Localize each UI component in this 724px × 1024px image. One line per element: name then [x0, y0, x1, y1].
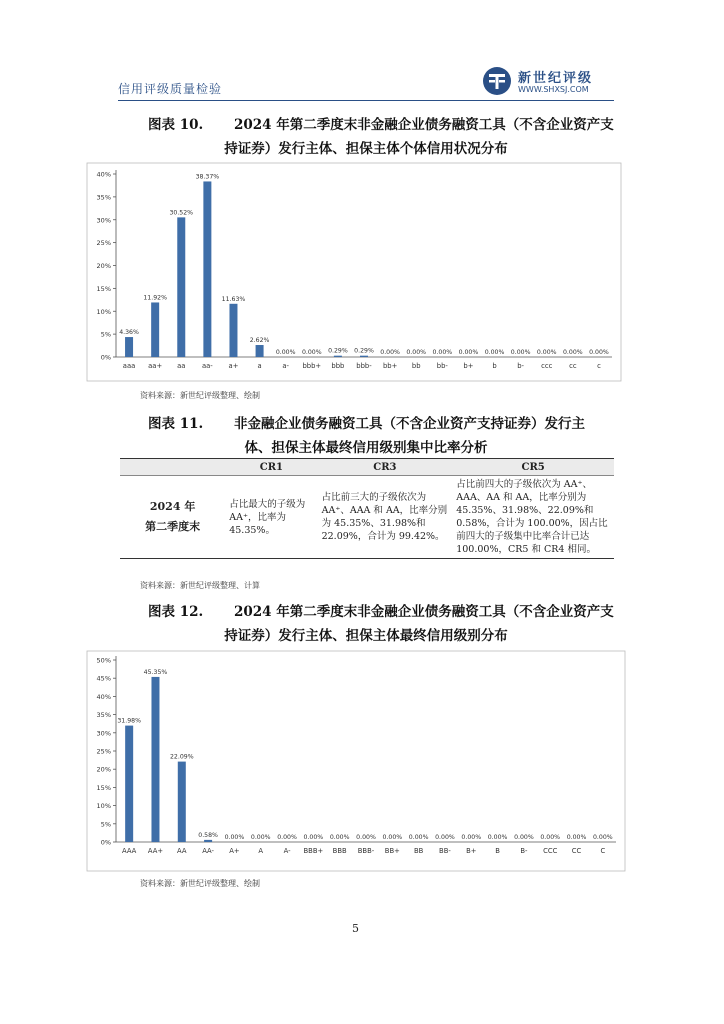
data-label: 0.00%	[536, 349, 557, 356]
data-label: 0.00%	[408, 834, 429, 841]
table-header-row	[120, 459, 614, 476]
logo-url: WWW.SHXSJ.COM	[518, 85, 589, 94]
data-label: 0.00%	[380, 349, 400, 356]
x-tick-label: bb+	[382, 362, 398, 370]
table-header-cr1: CR1	[225, 459, 317, 476]
figure10-source: 资料来源：新世纪评级整理、绘制	[140, 391, 260, 400]
y-tick-label: 5%	[100, 820, 111, 829]
figure10-title-line1: 2024 年第二季度末非金融企业债务融资工具（不含企业资产支	[234, 117, 614, 133]
data-label: 0.00%	[277, 834, 297, 841]
cell-cr5: 占比前四大的子级依次为 AA⁺、AAA、AA 和 AA，比率分别为 45.35%、31.98%、22.09%和 0.58%，合计为 100.00%，因占比前四大的子级集中比率合计已达 100.00%，CR5 和 CR4 相同。	[452, 476, 614, 559]
x-tick-label: aa-	[201, 362, 213, 370]
bar	[125, 726, 133, 842]
y-tick-label: 35%	[96, 193, 111, 202]
table11-title-line1: 非金融企业债务融资工具（不含企业资产支持证券）发行主	[234, 416, 585, 432]
x-tick-label: CC	[571, 847, 582, 855]
x-tick-label: B+	[466, 847, 477, 855]
x-tick-label: aa+	[148, 362, 163, 370]
y-tick-label: 30%	[96, 216, 111, 225]
x-tick-label: A-	[283, 847, 291, 855]
x-tick-label: BBB-	[357, 847, 375, 855]
data-label: 0.00%	[301, 349, 322, 356]
bar	[360, 356, 368, 357]
data-label: 0.00%	[563, 349, 583, 356]
table-header-cr5: CR5	[452, 459, 614, 476]
data-label: 31.98%	[117, 717, 141, 725]
figure10-number: 图表 10.	[148, 117, 204, 133]
bar	[203, 181, 211, 357]
table11-title-line2: 体、担保主体最终信用级别集中比率分析	[244, 440, 488, 456]
y-tick-label: 45%	[96, 674, 111, 683]
x-tick-label: a-	[282, 362, 289, 370]
x-tick-label: A	[258, 847, 264, 855]
figure10-caption	[118, 113, 614, 161]
x-tick-label: bb-	[436, 362, 448, 370]
figure12-title-line1: 2024 年第二季度末非金融企业债务融资工具（不含企业资产支	[234, 604, 614, 620]
company-logo	[482, 66, 622, 100]
bar	[125, 337, 133, 357]
bar	[151, 302, 159, 357]
x-tick-label: c	[597, 362, 601, 370]
data-label: 0.00%	[458, 349, 479, 356]
data-label: 0.00%	[432, 349, 453, 356]
y-tick-label: 15%	[96, 284, 111, 293]
data-label: 0.00%	[540, 834, 561, 841]
x-tick-label: aa	[177, 362, 186, 370]
x-tick-label: aaa	[122, 362, 136, 370]
bar	[256, 345, 264, 357]
x-tick-label: BB-	[439, 847, 451, 855]
table11-caption	[118, 412, 614, 460]
figure12-chart	[86, 650, 626, 872]
x-tick-label: BB	[413, 847, 424, 855]
data-label: 11.92%	[143, 294, 167, 302]
y-tick-label: 0%	[100, 838, 111, 847]
data-label: 0.00%	[382, 834, 403, 841]
data-label: 45.35%	[143, 668, 168, 676]
row-label-quarter: 第二季度末	[145, 520, 201, 533]
figure10-chart	[86, 162, 622, 382]
data-label: 0.29%	[354, 347, 374, 355]
logo-text: 新世纪评级	[518, 71, 594, 86]
table-row	[120, 476, 614, 559]
bar	[178, 762, 186, 842]
table-header-cr3: CR3	[318, 459, 453, 476]
x-tick-label: AAA	[121, 847, 137, 855]
x-tick-label: B-	[520, 847, 528, 855]
x-tick-label: CCC	[543, 847, 558, 855]
x-tick-label: b	[492, 362, 497, 370]
data-label: 0.00%	[406, 349, 427, 356]
x-tick-label: B	[495, 847, 500, 855]
table11-number: 图表 11.	[148, 416, 204, 432]
bar	[151, 677, 159, 842]
x-tick-label: bb	[411, 362, 421, 370]
data-label: 11.63%	[221, 295, 246, 303]
data-label: 0.00%	[593, 834, 613, 841]
table11-source: 资料来源：新世纪评级整理、计算	[140, 581, 260, 590]
data-label: 0.00%	[275, 349, 296, 356]
data-label: 0.00%	[566, 834, 587, 841]
x-tick-label: BB+	[384, 847, 400, 855]
bar	[204, 840, 212, 842]
y-tick-label: 0%	[100, 353, 111, 362]
y-tick-label: 15%	[96, 783, 111, 792]
table-header-empty	[120, 459, 225, 476]
x-tick-label: BBB	[332, 847, 347, 855]
y-tick-label: 25%	[96, 747, 111, 756]
data-label: 0.00%	[329, 834, 350, 841]
x-tick-label: a	[257, 362, 262, 370]
figure12-number: 图表 12.	[148, 604, 204, 620]
y-tick-label: 40%	[96, 170, 111, 179]
data-label: 0.29%	[328, 347, 348, 355]
data-label: 0.00%	[356, 834, 376, 841]
logo-icon	[482, 66, 512, 96]
y-tick-label: 10%	[96, 802, 111, 811]
x-tick-label: a+	[228, 362, 239, 370]
x-tick-label: A+	[229, 847, 240, 855]
x-tick-label: AA-	[202, 847, 215, 855]
data-label: 0.00%	[514, 834, 534, 841]
figure12-caption	[118, 600, 614, 648]
data-label: 0.00%	[250, 834, 271, 841]
x-tick-label: cc	[569, 362, 577, 370]
y-tick-label: 50%	[96, 656, 111, 665]
x-tick-label: bbb-	[356, 362, 372, 370]
data-label: 0.00%	[589, 349, 609, 356]
concentration-table	[120, 458, 614, 559]
y-tick-label: 20%	[96, 262, 111, 270]
bar	[229, 304, 237, 357]
bar	[334, 356, 342, 357]
data-label: 0.00%	[303, 834, 324, 841]
row-label-year: 2024 年	[149, 500, 196, 513]
table-row-label	[120, 476, 225, 559]
data-label: 0.00%	[435, 834, 455, 841]
data-label: 38.37%	[195, 173, 220, 181]
data-label: 0.00%	[461, 834, 482, 841]
data-label: 0.00%	[510, 349, 531, 356]
data-label: 4.36%	[119, 329, 139, 337]
data-label: 2.62%	[249, 337, 270, 345]
x-tick-label: b-	[517, 362, 525, 370]
y-tick-label: 35%	[96, 711, 111, 720]
y-tick-label: 30%	[96, 729, 111, 738]
x-tick-label: bbb+	[302, 362, 322, 370]
header-title: 信用评级质量检验	[118, 82, 223, 96]
x-tick-label: BBB+	[303, 847, 324, 855]
y-tick-label: 25%	[96, 239, 111, 248]
x-tick-label: ccc	[541, 362, 553, 370]
x-tick-label: bbb	[331, 362, 345, 370]
page-number: 5	[352, 922, 359, 935]
header-rule	[118, 100, 614, 101]
bar	[177, 217, 185, 357]
figure10-title-line2: 持证券）发行主体、担保主体个体信用状况分布	[224, 141, 508, 157]
data-label: 22.09%	[169, 753, 194, 761]
data-label: 30.52%	[169, 209, 194, 217]
data-label: 0.00%	[487, 834, 508, 841]
x-tick-label: C	[600, 847, 606, 855]
x-tick-label: AA+	[147, 847, 164, 855]
x-tick-label: AA	[177, 847, 187, 855]
y-tick-label: 20%	[96, 765, 111, 774]
x-tick-label: b+	[463, 362, 474, 370]
cell-cr1: 占比最大的子级为 AA⁺，比率为 45.35%。	[225, 476, 317, 559]
cell-cr3: 占比前三大的子级依次为 AA⁺、AAA 和 AA，比率分别为 45.35%、31.98%和 22.09%，合计为 99.42%。	[318, 476, 453, 559]
data-label: 0.58%	[198, 831, 218, 839]
y-tick-label: 5%	[100, 330, 111, 339]
data-label: 0.00%	[484, 349, 505, 356]
figure12-title-line2: 持证券）发行主体、担保主体最终信用级别分布	[224, 628, 508, 644]
figure12-source: 资料来源：新世纪评级整理、绘制	[140, 879, 260, 888]
data-label: 0.00%	[224, 834, 245, 841]
y-tick-label: 10%	[96, 307, 111, 316]
y-tick-label: 40%	[96, 692, 111, 701]
